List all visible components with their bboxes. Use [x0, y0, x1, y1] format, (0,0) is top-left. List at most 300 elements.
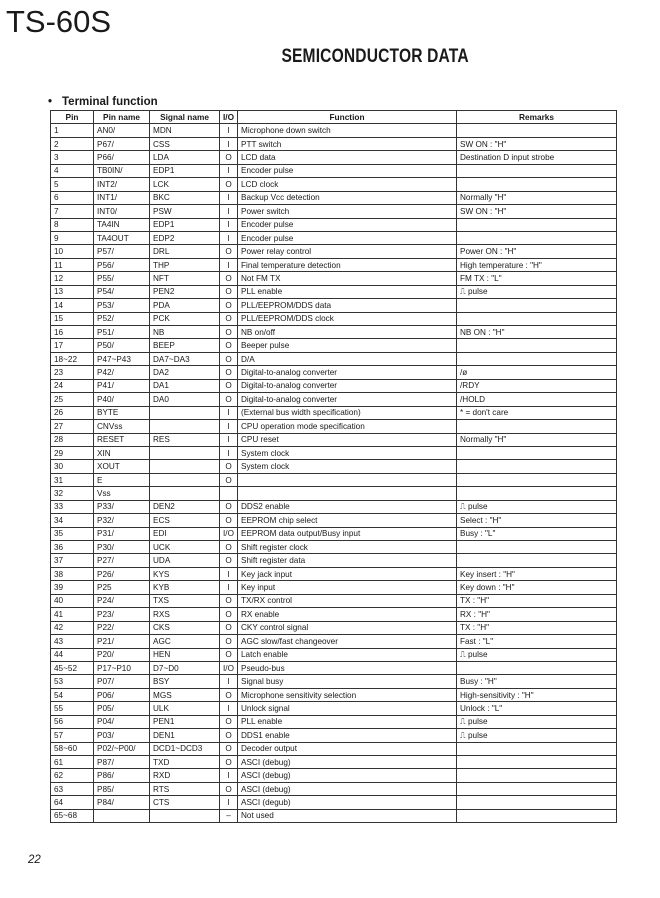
column-header-io: I/O	[220, 111, 238, 124]
cell-pin-name: P56/	[94, 258, 150, 271]
table-row	[51, 621, 617, 634]
cell-io: O	[220, 742, 238, 755]
cell-remarks: ⎍ pulse	[457, 729, 617, 742]
table-row	[51, 446, 617, 459]
cell-function: CPU operation mode specification	[238, 420, 457, 433]
terminal-function-table	[50, 110, 617, 823]
cell-pin: 33	[51, 500, 94, 513]
cell-signal-name: TXD	[150, 756, 220, 769]
cell-pin: 3	[51, 151, 94, 164]
cell-signal-name: THP	[150, 258, 220, 271]
cell-io: I	[220, 433, 238, 446]
cell-signal-name: MGS	[150, 688, 220, 701]
table-row	[51, 594, 617, 607]
cell-function	[238, 487, 457, 500]
cell-signal-name	[150, 487, 220, 500]
cell-signal-name: BKC	[150, 191, 220, 204]
cell-pin: 18~22	[51, 352, 94, 365]
cell-remarks	[457, 164, 617, 177]
cell-function: Encoder pulse	[238, 231, 457, 244]
cell-io: O	[220, 299, 238, 312]
cell-remarks: NB ON : "H"	[457, 326, 617, 339]
cell-pin-name: P85/	[94, 782, 150, 795]
cell-function: RX enable	[238, 608, 457, 621]
cell-pin: 39	[51, 581, 94, 594]
cell-remarks: Key insert : "H"	[457, 567, 617, 580]
cell-pin: 63	[51, 782, 94, 795]
cell-pin: 15	[51, 312, 94, 325]
table-row	[51, 648, 617, 661]
cell-function: ASCI (debug)	[238, 756, 457, 769]
table-row	[51, 205, 617, 218]
table-row	[51, 500, 617, 513]
table-row	[51, 312, 617, 325]
cell-io: O	[220, 473, 238, 486]
cell-function: Unlock signal	[238, 702, 457, 715]
cell-signal-name: BSY	[150, 675, 220, 688]
cell-function: ASCI (degub)	[238, 796, 457, 809]
cell-signal-name	[150, 809, 220, 822]
table-row	[51, 393, 617, 406]
table-row	[51, 124, 617, 137]
cell-pin: 44	[51, 648, 94, 661]
cell-pin-name: E	[94, 473, 150, 486]
cell-remarks	[457, 339, 617, 352]
cell-function: EEPROM data output/Busy input	[238, 527, 457, 540]
column-header-function: Function	[238, 111, 457, 124]
cell-pin-name: P84/	[94, 796, 150, 809]
cell-remarks: RX : "H"	[457, 608, 617, 621]
cell-pin-name: P47~P43	[94, 352, 150, 365]
cell-pin: 28	[51, 433, 94, 446]
cell-pin: 36	[51, 541, 94, 554]
cell-pin: 16	[51, 326, 94, 339]
cell-io: I	[220, 164, 238, 177]
cell-function: PTT switch	[238, 137, 457, 150]
table-row	[51, 796, 617, 809]
cell-function: Digital-to-analog converter	[238, 393, 457, 406]
cell-function: Microphone down switch	[238, 124, 457, 137]
cell-function: System clock	[238, 460, 457, 473]
cell-remarks: TX : "H"	[457, 594, 617, 607]
cell-signal-name: CTS	[150, 796, 220, 809]
cell-signal-name	[150, 420, 220, 433]
cell-function: Backup Vcc detection	[238, 191, 457, 204]
table-row	[51, 137, 617, 150]
cell-remarks: /RDY	[457, 379, 617, 392]
cell-pin: 54	[51, 688, 94, 701]
cell-pin-name: P40/	[94, 393, 150, 406]
cell-pin-name: P31/	[94, 527, 150, 540]
cell-io: O	[220, 729, 238, 742]
cell-signal-name: ECS	[150, 514, 220, 527]
cell-remarks: SW ON : "H"	[457, 137, 617, 150]
cell-io: I	[220, 258, 238, 271]
cell-pin-name: P52/	[94, 312, 150, 325]
cell-pin-name: Vss	[94, 487, 150, 500]
cell-pin-name: AN0/	[94, 124, 150, 137]
cell-function: Power switch	[238, 205, 457, 218]
cell-io: I	[220, 124, 238, 137]
cell-io: I/O	[220, 661, 238, 674]
cell-pin: 32	[51, 487, 94, 500]
cell-pin-name: TA4IN	[94, 218, 150, 231]
cell-function: (External bus width specification)	[238, 406, 457, 419]
cell-signal-name: HEN	[150, 648, 220, 661]
table-row	[51, 567, 617, 580]
cell-pin: 55	[51, 702, 94, 715]
cell-signal-name: EDP1	[150, 164, 220, 177]
cell-signal-name: CSS	[150, 137, 220, 150]
cell-pin: 56	[51, 715, 94, 728]
cell-signal-name: MDN	[150, 124, 220, 137]
cell-function: LCD clock	[238, 178, 457, 191]
cell-pin: 27	[51, 420, 94, 433]
cell-pin-name: TA4OUT	[94, 231, 150, 244]
table-row	[51, 473, 617, 486]
cell-io: O	[220, 366, 238, 379]
page-number: 22	[28, 854, 41, 866]
table-row	[51, 608, 617, 621]
table-row	[51, 352, 617, 365]
cell-function: AGC slow/fast changeover	[238, 635, 457, 648]
column-header-pin: Pin	[51, 111, 94, 124]
cell-function: Not used	[238, 809, 457, 822]
cell-remarks: ⎍ pulse	[457, 500, 617, 513]
cell-remarks	[457, 554, 617, 567]
cell-io: I	[220, 796, 238, 809]
cell-function	[238, 473, 457, 486]
cell-pin: 58~60	[51, 742, 94, 755]
cell-signal-name: PSW	[150, 205, 220, 218]
cell-pin: 61	[51, 756, 94, 769]
cell-remarks: TX : "H"	[457, 621, 617, 634]
cell-io: I	[220, 137, 238, 150]
cell-io: I	[220, 191, 238, 204]
cell-pin-name: P86/	[94, 769, 150, 782]
cell-pin-name: P20/	[94, 648, 150, 661]
cell-pin: 13	[51, 285, 94, 298]
column-header-remarks: Remarks	[457, 111, 617, 124]
cell-io	[220, 487, 238, 500]
cell-io: O	[220, 339, 238, 352]
cell-signal-name: DA1	[150, 379, 220, 392]
cell-io: O	[220, 541, 238, 554]
cell-io: I	[220, 675, 238, 688]
cell-remarks: Normally "H"	[457, 191, 617, 204]
table-row	[51, 661, 617, 674]
cell-function: Pseudo-bus	[238, 661, 457, 674]
cell-signal-name: PEN1	[150, 715, 220, 728]
cell-signal-name: UCK	[150, 541, 220, 554]
cell-remarks	[457, 446, 617, 459]
cell-io: O	[220, 715, 238, 728]
cell-pin: 45~52	[51, 661, 94, 674]
cell-pin: 64	[51, 796, 94, 809]
table-row	[51, 729, 617, 742]
cell-function: Final temperature detection	[238, 258, 457, 271]
cell-signal-name: DCD1~DCD3	[150, 742, 220, 755]
cell-pin: 37	[51, 554, 94, 567]
cell-io: I	[220, 218, 238, 231]
cell-io: I	[220, 446, 238, 459]
cell-pin: 38	[51, 567, 94, 580]
cell-remarks: * = don't care	[457, 406, 617, 419]
cell-io: O	[220, 648, 238, 661]
cell-pin: 42	[51, 621, 94, 634]
cell-function: Shift register data	[238, 554, 457, 567]
cell-pin-name: P23/	[94, 608, 150, 621]
table-row	[51, 339, 617, 352]
cell-pin: 41	[51, 608, 94, 621]
cell-pin: 31	[51, 473, 94, 486]
cell-pin: 34	[51, 514, 94, 527]
table-row	[51, 702, 617, 715]
table-row	[51, 635, 617, 648]
cell-remarks: ⎍ pulse	[457, 285, 617, 298]
cell-remarks: /ø	[457, 366, 617, 379]
cell-signal-name: LDA	[150, 151, 220, 164]
cell-signal-name: D7~D0	[150, 661, 220, 674]
cell-signal-name: EDP1	[150, 218, 220, 231]
cell-signal-name: AGC	[150, 635, 220, 648]
cell-signal-name: EDP2	[150, 231, 220, 244]
cell-pin-name: P04/	[94, 715, 150, 728]
cell-signal-name: NFT	[150, 272, 220, 285]
table-row	[51, 715, 617, 728]
cell-pin-name: P41/	[94, 379, 150, 392]
cell-signal-name: DA7~DA3	[150, 352, 220, 365]
cell-remarks: FM TX : "L"	[457, 272, 617, 285]
cell-pin: 8	[51, 218, 94, 231]
cell-function: CPU reset	[238, 433, 457, 446]
cell-function: Latch enable	[238, 648, 457, 661]
cell-signal-name: CKS	[150, 621, 220, 634]
cell-signal-name: RTS	[150, 782, 220, 795]
page-title: SEMICONDUCTOR DATA	[281, 46, 469, 67]
cell-signal-name	[150, 406, 220, 419]
cell-pin-name: P03/	[94, 729, 150, 742]
cell-io: O	[220, 688, 238, 701]
table-row	[51, 433, 617, 446]
cell-pin-name: P05/	[94, 702, 150, 715]
cell-pin: 26	[51, 406, 94, 419]
cell-signal-name: KYB	[150, 581, 220, 594]
cell-io: O	[220, 379, 238, 392]
cell-function: EEPROM chip select	[238, 514, 457, 527]
cell-remarks	[457, 218, 617, 231]
cell-function: Signal busy	[238, 675, 457, 688]
cell-pin: 7	[51, 205, 94, 218]
cell-remarks: Select : "H"	[457, 514, 617, 527]
cell-pin-name: P50/	[94, 339, 150, 352]
cell-signal-name: DA2	[150, 366, 220, 379]
cell-pin: 24	[51, 379, 94, 392]
cell-pin-name: INT2/	[94, 178, 150, 191]
cell-io: I	[220, 420, 238, 433]
table-row	[51, 782, 617, 795]
cell-signal-name: PDA	[150, 299, 220, 312]
cell-pin-name: P87/	[94, 756, 150, 769]
cell-signal-name: PEN2	[150, 285, 220, 298]
cell-remarks	[457, 742, 617, 755]
cell-signal-name: EDI	[150, 527, 220, 540]
cell-remarks	[457, 312, 617, 325]
cell-remarks: High-sensitivity : "H"	[457, 688, 617, 701]
cell-pin-name: P30/	[94, 541, 150, 554]
cell-remarks	[457, 809, 617, 822]
cell-function: PLL/EEPROM/DDS data	[238, 299, 457, 312]
table-row	[51, 769, 617, 782]
cell-function: Encoder pulse	[238, 218, 457, 231]
cell-pin-name: INT0/	[94, 205, 150, 218]
cell-pin-name: P17~P10	[94, 661, 150, 674]
cell-remarks	[457, 460, 617, 473]
table-row	[51, 164, 617, 177]
table-row	[51, 742, 617, 755]
cell-pin-name: INT1/	[94, 191, 150, 204]
table-row	[51, 527, 617, 540]
cell-pin: 62	[51, 769, 94, 782]
cell-signal-name: LCK	[150, 178, 220, 191]
table-row	[51, 285, 617, 298]
table-row	[51, 366, 617, 379]
cell-signal-name: DEN2	[150, 500, 220, 513]
cell-io: O	[220, 621, 238, 634]
table-row	[51, 191, 617, 204]
cell-pin-name: P07/	[94, 675, 150, 688]
cell-remarks	[457, 796, 617, 809]
cell-remarks	[457, 541, 617, 554]
table-row	[51, 541, 617, 554]
table-row	[51, 178, 617, 191]
cell-io: O	[220, 554, 238, 567]
cell-pin: 29	[51, 446, 94, 459]
cell-pin: 6	[51, 191, 94, 204]
table-row	[51, 272, 617, 285]
cell-signal-name: KYS	[150, 567, 220, 580]
table-header-row	[51, 111, 617, 124]
cell-remarks	[457, 487, 617, 500]
cell-io: I	[220, 567, 238, 580]
cell-signal-name: TXS	[150, 594, 220, 607]
cell-pin: 57	[51, 729, 94, 742]
cell-pin-name: P66/	[94, 151, 150, 164]
cell-signal-name: DEN1	[150, 729, 220, 742]
cell-function: CKY control signal	[238, 621, 457, 634]
cell-function: Microphone sensitivity selection	[238, 688, 457, 701]
cell-remarks: Fast : "L"	[457, 635, 617, 648]
cell-pin-name: P57/	[94, 245, 150, 258]
cell-pin: 2	[51, 137, 94, 150]
cell-remarks	[457, 756, 617, 769]
table-row	[51, 809, 617, 822]
cell-io: O	[220, 500, 238, 513]
cell-io: O	[220, 608, 238, 621]
cell-io: I	[220, 769, 238, 782]
cell-signal-name: DRL	[150, 245, 220, 258]
cell-pin: 12	[51, 272, 94, 285]
column-header-signal-name: Signal name	[150, 111, 220, 124]
cell-pin: 17	[51, 339, 94, 352]
cell-signal-name	[150, 473, 220, 486]
cell-function: ASCI (debug)	[238, 769, 457, 782]
cell-remarks	[457, 178, 617, 191]
cell-io: O	[220, 393, 238, 406]
cell-signal-name: DA0	[150, 393, 220, 406]
cell-pin: 53	[51, 675, 94, 688]
table-row	[51, 406, 617, 419]
cell-io: O	[220, 352, 238, 365]
cell-io: I	[220, 205, 238, 218]
cell-function: PLL enable	[238, 285, 457, 298]
cell-remarks: Unlock : "L"	[457, 702, 617, 715]
table-row	[51, 688, 617, 701]
cell-pin-name: RESET	[94, 433, 150, 446]
cell-function: Beeper pulse	[238, 339, 457, 352]
cell-pin-name: XIN	[94, 446, 150, 459]
cell-pin-name: P02/~P00/	[94, 742, 150, 755]
cell-io: O	[220, 245, 238, 258]
cell-pin-name: P25	[94, 581, 150, 594]
cell-function: Shift register clock	[238, 541, 457, 554]
cell-io: O	[220, 594, 238, 607]
bullet: •	[48, 96, 53, 108]
cell-remarks	[457, 124, 617, 137]
cell-pin-name: XOUT	[94, 460, 150, 473]
cell-function: TX/RX control	[238, 594, 457, 607]
cell-pin: 9	[51, 231, 94, 244]
cell-pin: 40	[51, 594, 94, 607]
cell-signal-name	[150, 446, 220, 459]
cell-pin: 35	[51, 527, 94, 540]
cell-function: Power relay control	[238, 245, 457, 258]
cell-signal-name	[150, 460, 220, 473]
cell-function: D/A	[238, 352, 457, 365]
table-row	[51, 420, 617, 433]
cell-function: Decoder output	[238, 742, 457, 755]
cell-pin-name: P24/	[94, 594, 150, 607]
cell-pin-name: BYTE	[94, 406, 150, 419]
cell-io: O	[220, 514, 238, 527]
cell-io: O	[220, 460, 238, 473]
cell-function: ASCI (debug)	[238, 782, 457, 795]
cell-pin-name: P53/	[94, 299, 150, 312]
cell-io: O	[220, 756, 238, 769]
cell-signal-name: RXS	[150, 608, 220, 621]
table-row	[51, 231, 617, 244]
cell-pin-name: P22/	[94, 621, 150, 634]
cell-pin-name	[94, 809, 150, 822]
cell-pin-name: P33/	[94, 500, 150, 513]
cell-pin-name: P32/	[94, 514, 150, 527]
cell-pin-name: P42/	[94, 366, 150, 379]
cell-io: O	[220, 312, 238, 325]
table-row	[51, 581, 617, 594]
table-row	[51, 218, 617, 231]
cell-pin: 10	[51, 245, 94, 258]
cell-remarks: /HOLD	[457, 393, 617, 406]
cell-pin: 5	[51, 178, 94, 191]
cell-pin: 1	[51, 124, 94, 137]
cell-io: O	[220, 178, 238, 191]
table-row	[51, 554, 617, 567]
cell-remarks	[457, 661, 617, 674]
cell-pin: 43	[51, 635, 94, 648]
cell-remarks: ⎍ pulse	[457, 715, 617, 728]
cell-pin-name: P21/	[94, 635, 150, 648]
cell-function: PLL/EEPROM/DDS clock	[238, 312, 457, 325]
